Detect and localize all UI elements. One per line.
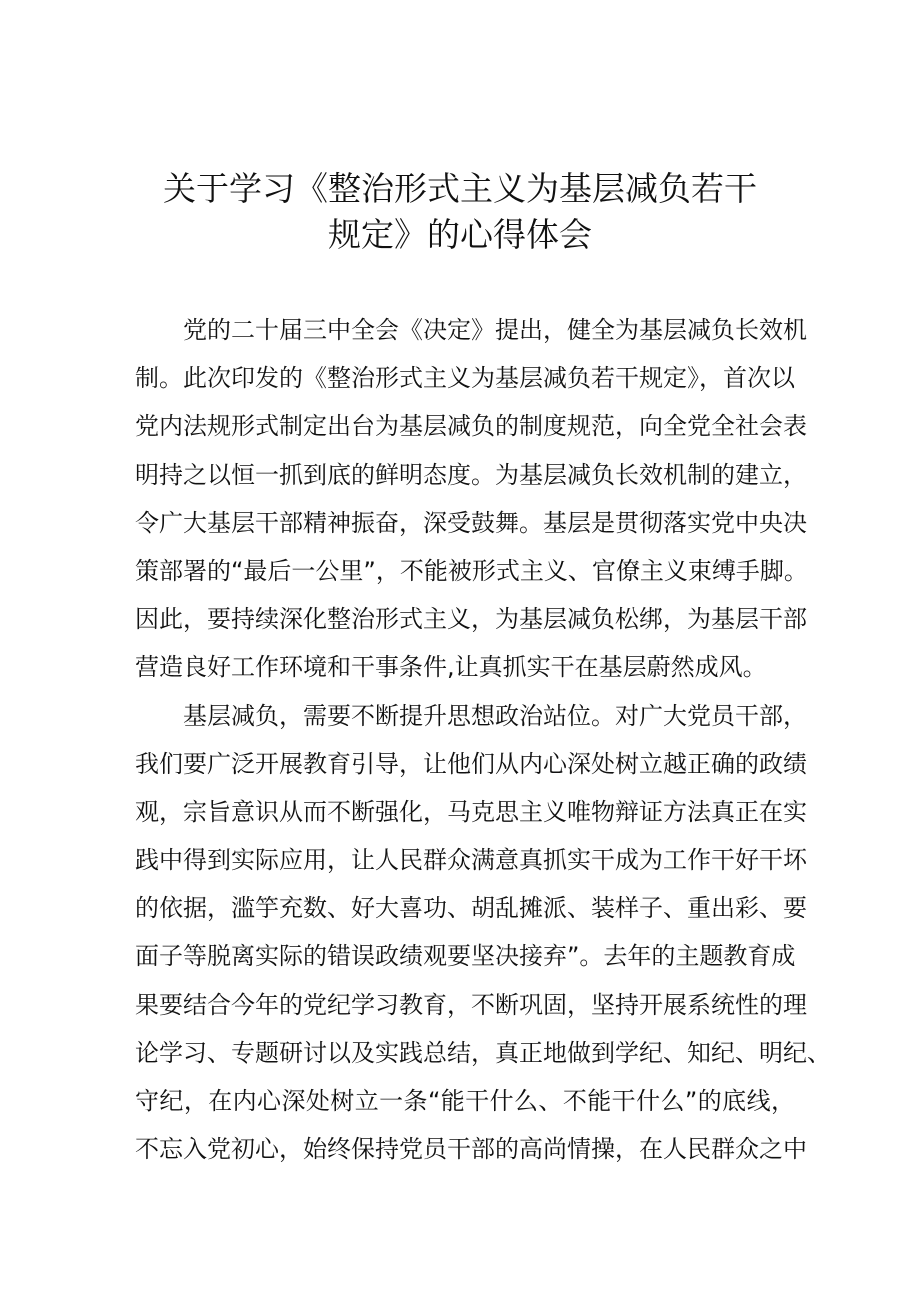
- paragraph-line: 论学习、专题研讨以及实践总结，真正地做到学纪、知纪、明纪、: [135, 1038, 831, 1067]
- paragraph-line: 党内法规形式制定出台为基层减负的制度规范，向全党全社会表: [135, 412, 807, 441]
- paragraph-line: 果要结合今年的党纪学习教育，不断巩固，坚持开展系统性的理: [135, 990, 807, 1019]
- paragraph-line: 践中得到实际应用，让人民群众满意真抓实干成为工作干好干坏: [135, 846, 807, 875]
- paragraph-line: 的依据，滥竽充数、好大喜功、胡乱摊派、装样子、重出彩、要: [135, 894, 807, 923]
- paragraph-line: 面子等脱离实际的错误政绩观要坚决接弃”。去年的主题教育成: [135, 942, 796, 971]
- paragraph-line: 因此，要持续深化整治形式主义，为基层减负松绑，为基层干部: [135, 605, 807, 634]
- paragraph-line: 营造良好工作环境和干事条件,让真抓实干在基层蔚然成风。: [135, 653, 767, 682]
- title-line-1: 关于学习《整治形式主义为基层减负若干: [163, 169, 757, 208]
- paragraph-line: 我们要广泛开展教育引导，让他们从内心深处树立越正确的政绩: [135, 749, 807, 778]
- document-body: [135, 306, 831, 1173]
- paragraph-line: 制。此次印发的《整治形式主义为基层减负若干规定》，首次以: [135, 364, 795, 393]
- paragraph-2: [135, 692, 831, 1174]
- paragraph-line: 基层减负，需要不断提升思想政治站位。对广大党员干部，: [183, 701, 807, 730]
- paragraph-line: 明持之以恒一抓到底的鲜明态度。为基层减负长效机制的建立，: [135, 460, 807, 489]
- document-title: [100, 166, 820, 258]
- paragraph-line: 守纪，在内心深处树立一条“能干什么、不能干什么”的底线，: [135, 1087, 795, 1115]
- paragraph-1: [135, 306, 808, 692]
- paragraph-line: 党的二十届三中全会《决定》提出，健全为基层减负长效机: [183, 316, 807, 344]
- paragraph-line: 策部署的“最后一公里”，不能被形式主义、官僚主义束缚手脚。: [135, 556, 808, 585]
- paragraph-line: 令广大基层干部精神振奋，深受鼓舞。基层是贯彻落实党中央决: [135, 508, 807, 537]
- paragraph-line: 不忘入党初心，始终保持党员干部的高尚情操，在人民群众之中: [135, 1135, 807, 1164]
- paragraph-line: 观，宗旨意识从而不断强化，马克思主义唯物辩证方法真正在实: [135, 797, 807, 826]
- title-line-2: 规定》的心得体会: [328, 215, 592, 254]
